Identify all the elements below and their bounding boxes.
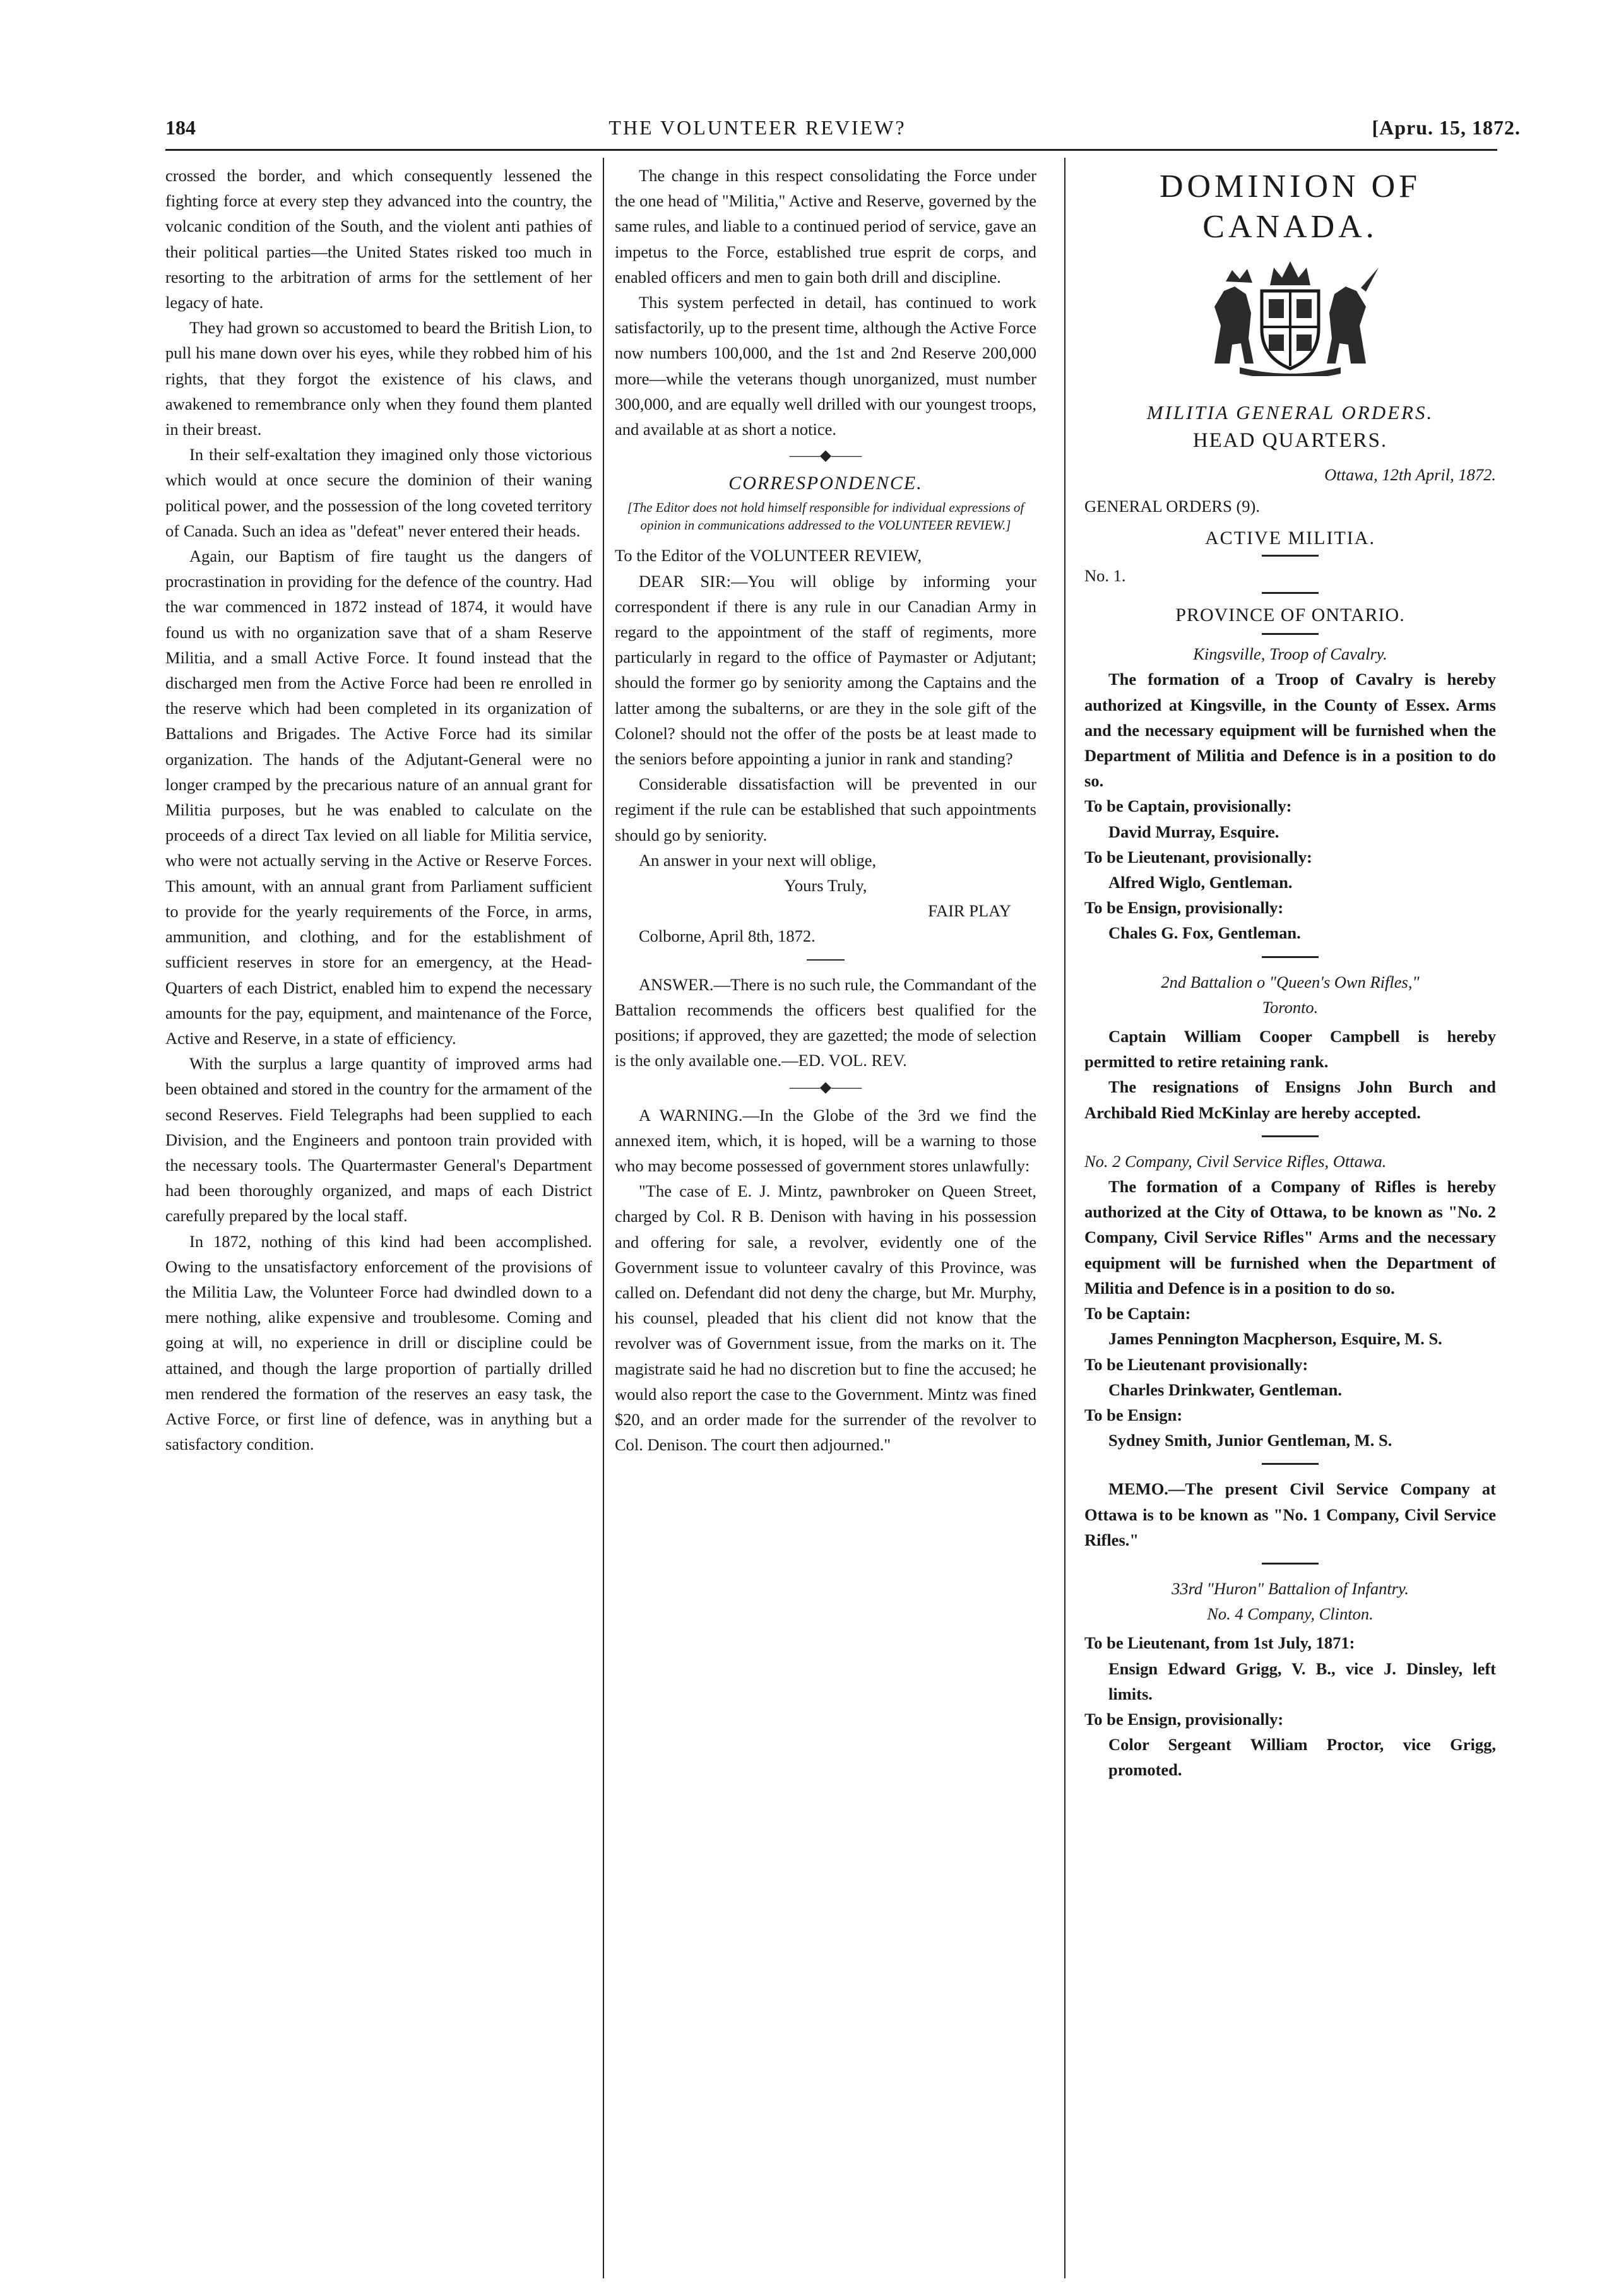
active-militia-heading: ACTIVE MILITIA. [1205,527,1375,548]
letter-body: DEAR SIR:—You will oblige by informing your correspondent if there is any rule in our Canadian Army in regard to the appointment of the staff of regiments, more particularly in regard to the office of Paymaster or Adjutant; should the former go by seniority among the Captains and the latter among the subalterns, or are they in the sole gift of the Colonel? should not the offer of the posts be at least made to the seniors before appointing a junior in rank and standing? [615,571,1036,769]
appointment-name: Sydney Smith, Junior Gentleman, M. S. [1108,1431,1392,1450]
column-three [1084,163,1496,2283]
memo: MEMO.—The present Civil Service Company at Ottawa is to be known as "No. 1 Company, Civil Service Rifles." [1084,1479,1496,1549]
separator-rule [1262,956,1319,958]
section-heading: 2nd Battalion o "Queen's Own Rifles," [1161,972,1420,991]
col1-paragraph: Again, our Baptism of fire taught us the dangers of procrastination in providing for the defence of the country. Had the war commenced in 1872 instead of 1874, it would have found us with no organization save that of a sham Reserve Militia, and a small Active Force. It found instead that the discharged men from the Active Force had been re enrolled in the reserve which had been completed in its organization of Battalions and Brigades. The Active Force had its similar organization. The hands of the Adjutant-General were no longer cramped by the precarious nature of an annual grant for Militia purposes, but he was enabled to calculate on the proceeds of a direct Tax levied on all liable for Militia service, who were not actually serving in the Active or Reserve Forces. This amount, with an annual grant from Parliament sufficient to provide for the yearly requirements of the Force, in arms, ammunition, and clothing, and for the establishment of sufficient reserves in store for an emergency, at the Head-Quarters of each District, enabled him to expend the necessary amounts for the pay, equipment, and maintenance of the Force, Active and Reserve, in a state of efficiency. [165,547,592,1048]
column-rule-right [1064,158,1065,2278]
appointment-name: David Murray, Esquire. [1108,822,1279,841]
section-heading: No. 4 Company, Clinton. [1207,1604,1374,1624]
section-heading: 33rd "Huron" Battalion of Infantry. [1172,1578,1409,1598]
appointment-name: Ensign Edward Grigg, V. B., vice J. Dinsley, left limits. [1108,1659,1496,1703]
warning-paragraph: A WARNING.—In the Globe of the 3rd we find the annexed item, which, it is hoped, will be a warning to those who may become possessed of government stores unlawfully: [615,1105,1036,1175]
order-text: The formation of a Company of Rifles is hereby authorized at the City of Ottawa, to be known as "No. 2 Company, Civil Service Rifles" Arms and the necessary equipment will be furnished when the Department of Militia and Defence is in a position to do so. [1084,1177,1496,1298]
appointment-label: To be Ensign, provisionally: [1084,898,1284,918]
section-heading: Kingsville, Troop of Cavalry. [1193,644,1387,664]
column-one [165,163,592,2283]
order-text: The formation of a Troop of Cavalry is hereby authorized at Kingsville, in the County of Essex. Arms and the necessary equipment will be furnished when the Department of Militia and Defence is in a position to do so. [1084,670,1496,791]
orders-place-date: Ottawa, 12th April, 1872. [1324,465,1496,485]
separator-rule [1262,592,1319,594]
head-quarters: HEAD QUARTERS. [1192,429,1388,453]
page-number: 184 [165,116,196,139]
section-heading: Toronto. [1262,997,1319,1017]
separator-ornament: ——◆—— [789,447,862,465]
letter-salutation: To the Editor of the VOLUNTEER REVIEW, [615,546,922,565]
appointment-label: To be Ensign, provisionally: [1084,1709,1284,1729]
column-rule-left [603,158,604,2278]
separator-rule [1262,1463,1319,1465]
province-heading: PROVINCE OF ONTARIO. [1175,605,1405,626]
separator-rule [807,959,845,961]
column-two [615,163,1036,2283]
col1-paragraph: In 1872, nothing of this kind had been accomplished. Owing to the unsatisfactory enforcement of the provisions of the Militia Law, the Volunteer Force had dwindled down to a mere nothing, alike expensive and troublesome. Coming and going at will, no experience in drill or discipline could be attained, and though the large proportion of partially drilled men rendered the formation of the reserves an easy task, the Active Force, or first line of defence, was in anything but a satisfactory condition. [165,1231,592,1454]
order-text: The resignations of Ensigns John Burch and Archibald Ried McKinlay are hereby accepted. [1084,1077,1496,1122]
appointment-label: To be Captain, provisionally: [1084,796,1292,816]
appointment-name: Charles Drinkwater, Gentleman. [1108,1380,1342,1399]
editor-notice: [The Editor does not hold himself responsible for individual expressions of opinion in communications addressed to the VOLUNTEER REVIEW.] [627,500,1024,533]
appointment-name: Alfred Wiglo, Gentleman. [1108,873,1293,892]
warning-quote: "The case of E. J. Mintz, pawnbroker on Queen Street, charged by Col. R B. Denison with having in his possession and offering for sale, a revolver, evidently one of the Government issue to volunteer cavalry of this Province, was called on. Defendant did not deny the charge, but Mr. Murphy, his counsel, pleaded that his client did not know that the revolver was of Government issue, from the marks on it. The magistrate said he had no discretion but to fine the accused; he would also report the case to the Government. Mintz was fined $20, and an order made for the surrender of the revolver to Col. Denison. The court then adjourned." [615,1181,1036,1455]
order-number: No. 1. [1084,565,1126,585]
letter-yours: Yours Truly, [784,876,867,896]
editor-answer: ANSWER.—There is no such rule, the Commandant of the Battalion recommends the officers best qualified for the positions; if approved, they are gazetted; the mode of selection is the only available one.—ED. VOL. REV. [615,974,1036,1070]
col2-paragraph: The change in this respect consolidating the Force under the one head of "Militia," Active and Reserve, governed by the same rules, and liable to a continued period of service, gave an impetus to the Force, established true esprit de corps, and enabled officers and men to gain both drill and discipline. [615,166,1036,287]
col1-paragraph: They had grown so accustomed to beard the British Lion, to pull his mane down over his eyes, while they robbed him of his rights, that they forgot the existence of his claws, and awakened to remembrance only when they found them planted in their breast. [165,318,592,439]
appointment-label: To be Ensign: [1084,1405,1183,1424]
correspondence-heading: CORRESPONDENCE. [728,473,923,494]
separator-ornament: ——◆—— [789,1079,862,1096]
col1-paragraph: crossed the border, and which consequently lessened the fighting force at every step they advanced into the country, the volcanic condition of the South, and the violent anti pathies of their political parties—the United States risked too much in resorting to the arbitration of arms for the settlement of her legacy of hate. [165,166,592,312]
appointment-label: To be Lieutenant provisionally: [1084,1354,1308,1374]
section-heading: No. 2 Company, Civil Service Rifles, Ottawa. [1084,1151,1387,1171]
letter-closing: An answer in your next will oblige, [639,850,877,870]
separator-rule [1262,1135,1319,1137]
col1-paragraph: In their self-exaltation they imagined only those victorious which would at once secure the dominion of their waning political power, and the possession of the long coveted territory of Canada. Such an idea as "defeat" never entered their heads. [165,445,592,540]
royal-coat-of-arms-icon [1196,256,1385,376]
appointment-name: Color Sergeant William Proctor, vice Grigg, promoted. [1108,1735,1496,1780]
col1-paragraph: With the surplus a large quantity of improved arms had been obtained and stored in the country for the armament of the second Reserves. Field Telegraphs had been supplied to each Division, and the Engineers and pontoon train provided with the necessary tools. The Quartermaster General's Department had been thoroughly organized, and maps of each District carefully prepared by the local staff. [165,1054,592,1226]
letter-signature: FAIR PLAY [928,901,1011,921]
publication-title: THE VOLUNTEER REVIEW? [608,116,906,139]
separator-rule [1262,633,1319,635]
order-text: Captain William Cooper Campbell is hereby permitted to retire retaining rank. [1084,1027,1496,1072]
dominion-heading: DOMINION OF CANADA. [1159,169,1421,245]
col2-paragraph: This system perfected in detail, has continued to work satisfactorily, up to the present time, although the Active Force now numbers 100,000, and the 1st and 2nd Reserve 200,000 more—while the veterans though unorganized, must number 300,000, and are equally well drilled with our youngest troops, and available at as short a notice. [615,293,1036,439]
appointment-name: Chales G. Fox, Gentleman. [1108,923,1301,943]
appointment-label: To be Lieutenant, provisionally: [1084,847,1312,867]
letter-place-date: Colborne, April 8th, 1872. [639,926,816,946]
separator-rule [1262,555,1319,557]
orders-title: MILITIA GENERAL ORDERS. [1146,401,1434,423]
appointment-name: James Pennington Macpherson, Esquire, M. S. [1108,1329,1442,1349]
issue-date: [Apru. 15, 1872. [1372,116,1521,139]
letter-body: Considerable dissatisfaction will be prevented in our regiment if the rule can be established that such appointments should go by seniority. [615,774,1036,844]
header-rule [165,149,1497,151]
appointment-label: To be Captain: [1084,1304,1191,1323]
separator-rule [1262,1563,1319,1565]
general-orders-number: GENERAL ORDERS (9). [1084,497,1260,516]
appointment-label: To be Lieutenant, from 1st July, 1871: [1084,1633,1355,1653]
